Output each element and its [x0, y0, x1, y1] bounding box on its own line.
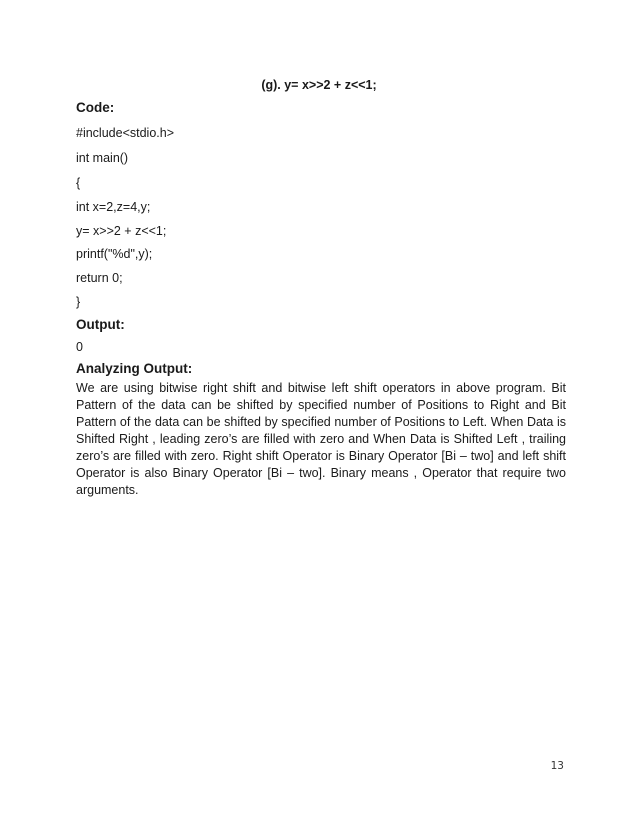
code-label: Code:	[76, 100, 115, 115]
output-label: Output:	[76, 317, 125, 332]
code-line: #include<stdio.h>	[76, 126, 174, 140]
analysis-label: Analyzing Output:	[76, 361, 193, 376]
page-number: 13	[550, 760, 564, 772]
code-line: {	[76, 176, 81, 190]
code-line: }	[76, 295, 81, 309]
code-line: int x=2,z=4,y;	[76, 200, 151, 214]
code-line: y= x>>2 + z<<1;	[76, 224, 167, 238]
analysis-paragraph: We are using bitwise right shift and bitwise left shift operators in above program. Bit Pattern of the data can be shifted by specified number of Positions to Right and Bit Pattern of the data can be shifted by specified number of Positions to Left. When Data is Shifted Right , leading zero’s are filled with zero and When Data is Shifted Left , trailing zero’s are filled with zero. Right shift Operator is Binary Operator [Bi – two] and left shift Operator is also Binary Operator [Bi – two]. Binary means , Operator that require two arguments.	[76, 381, 566, 497]
code-line: return 0;	[76, 271, 123, 285]
code-line: printf("%d",y);	[76, 247, 153, 261]
example-heading: (g). y= x>>2 + z<<1;	[261, 78, 377, 92]
output-value: 0	[76, 340, 83, 354]
code-line: int main()	[76, 151, 129, 165]
